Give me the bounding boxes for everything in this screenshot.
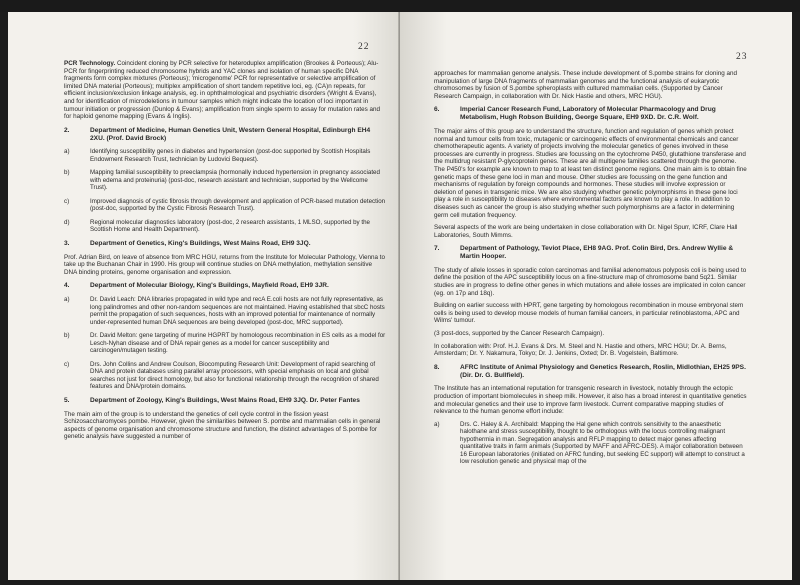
item-label: c)	[64, 360, 70, 368]
section-title: Department of Molecular Biology, King's Buildings, Mayfield Road, EH9 3JR.	[90, 282, 329, 290]
list-item	[64, 198, 386, 213]
section-paragraph: The Institute has an international reputation for transgenic research in livestock, notably through the ectopic production of important biomolecules in sheep milk. However, it also has a broad interest in quantitative genetics and molecular genetics and their use to improve farm livestock. Current comparative mapping studies of relevance to the human genome effort include:	[434, 385, 747, 416]
section-paragraph: Several aspects of the work are being undertaken in close collaboration with Dr. Nigel Spurr, ICRF, Clare Hall Laboratories, South Mimms.	[434, 224, 738, 239]
section-number: 8.	[434, 363, 440, 371]
left-page	[8, 12, 400, 580]
item-text: Mapping familial susceptibility to preeclampsia (hormonally induced hypertension in pregnancy associated with edema and proteinuria) (post-doc, research assistant and technician, supported by the Wellcome Trust).	[90, 169, 380, 192]
section-heading	[64, 240, 386, 248]
section-paragraph: The study of allele losses in sporadic colon carcinomas and familial adenomatous polyposis coli is being used to define the position of the APC susceptibility locus on a fine-structure map of chromosome band 5q21. Similar studies are in progress to define other genes in which mutations and allele losses are implicated in colon cancer (eg. on 17p and 18q).	[434, 266, 747, 297]
section-4	[64, 282, 386, 390]
section-number: 4.	[64, 282, 70, 290]
section-paragraph: (3 post-docs, supported by the Cancer Research Campaign).	[434, 330, 605, 338]
item-label: b)	[64, 169, 70, 177]
continuation-paragraph: approaches for mammalian genome analysis. These include development of S.pombe strains for cloning and manipulation of large DNA fragments of mammalian genomes and the functional analysis of eukaryotic chromosomes by fusion of S.pombe spheroplasts with cultured mammalian cells. (Supported by Cancer Research Campaign, in collaboration with Dr. Nick Hastie and others, MRC HGU).	[434, 70, 738, 100]
item-text: Regional molecular diagnostics laboratory (post-doc, 2 research assistants, 1 MLSO, supported by the Scottish Home and Health Department).	[90, 218, 370, 234]
list-item	[64, 169, 386, 192]
section-3	[64, 240, 386, 277]
section-paragraph: The major aims of this group are to understand the structure, function and regulation of genes which protect normal and tumour cells from toxic, mutagenic or carcinogenic effects of environmental chemicals and cancer chemotherapeutic agents. A variety of projects involving the molecular genetics of genes involved in these processes are currently in progress. Studies are focussing on the cytochrome P450, glutathione transferase and the multidrug resistant P-glycoprotein genes. These are all multigene families scattered through the genome. The P450's for example are known to map to at least ten distinct genome regions. One main aim is to obtain fine genetic maps of these gene loci in man and mouse. Other studies are focussing on the gene function and mechanisms of regulation by foreign compounds and hormones. These studies will involve expression or deletion of genes in transgenic mice. We are also studying whether genetic polymorphisms in these gene loci play a role in susceptibility to diseases where environmental factors are known to play a role. In addition to diseases such as cancer the group is also studying whether such polymorphisms are a factor in determining germ cell mutation frequency.	[434, 127, 747, 219]
section-heading	[64, 397, 386, 405]
list-item	[64, 361, 386, 391]
section-paragraph: Building on earlier success with HPRT, gene targeting by homologous recombination in mouse embryonal stem cells is being used to develop mouse models of human familial cancers, in particular retinoblastoma, APC and Wilms' tumour.	[434, 302, 744, 325]
section-2	[64, 127, 386, 234]
pcr-lead: PCR Technology.	[64, 60, 116, 67]
item-text: Identifying susceptibility genes in diabetes and hypertension (post-doc supported by Scottish Hospitals Endowment Research Trust, technician by Ludovici Bequest).	[90, 148, 371, 163]
item-text: Dr. David Melton: gene targeting of murine HGPRT by homologous recombination in ES cells as a model for Lesch-Nyhan disease and of DNA repair genes as a model for cancer susceptibility and carcinogen/mutagen testing.	[90, 332, 386, 355]
section-title: Imperial Cancer Research Fund, Laboratory of Molecular Pharmacology and Drug Metabolism, Hugh Robson Building, George Square, EH9 9XD. Dr. C.R. Wolf.	[460, 106, 716, 122]
pcr-text: Coincident cloning by PCR selective for heteroduplex amplification (Brookes & Porteous); Alu-PCR for fingerprinting reduced chromosome hybrids and YAC clones and isolation of human specific DNA fragments form complex mixtures (Porteous); 'microgenome' PCR for representative or selective amplification of limited DNA material (Porteous); multiplex amplification of short tandem repetitive loci, eg. (CA)n repeats, for efficient inclusion/exclusion linkage analysis, eg. in ophthalmological and psychiatric disorders (Wright & Evans), and for identification of microdeletions in tumour samples which might indicate the location of loci important in tumour initiation or progression (Dunlop & Evans); amplification from single sperm to assay for mutation rates and for haploid genome mapping (Evans & Inglis).	[64, 60, 381, 121]
item-label: b)	[64, 332, 70, 340]
section-number: 7.	[434, 245, 440, 253]
section-title: Department of Pathology, Teviot Place, EH8 9AG. Prof. Colin Bird, Drs. Andrew Wyllie & Martin Hooper.	[460, 245, 734, 261]
item-label: d)	[64, 218, 70, 226]
right-page	[400, 12, 792, 580]
section-number: 2.	[64, 126, 70, 134]
section-title: Department of Genetics, King's Buildings, West Mains Road, EH9 3JQ.	[90, 239, 311, 247]
section-paragraph: Prof. Adrian Bird, on leave of absence from MRC HGU, returns from the Institute for Molecular Pathology, Vienna to take up the Buchanan Chair in 1990. His group will continue studies on DNA methylation, methylation sensitive DNA binding proteins, genome organisation and expression.	[64, 253, 386, 276]
list-item	[64, 332, 386, 355]
pcr-technology-paragraph	[64, 60, 386, 121]
section-number: 6.	[434, 106, 440, 114]
section-title: AFRC Institute of Animal Physiology and Genetics Research, Roslin, Midlothian, EH25 9PS. (Dir. Dr. G. Bullfield).	[460, 363, 746, 379]
section-number: 5.	[64, 396, 70, 404]
list-item	[64, 219, 386, 234]
item-label: a)	[64, 148, 70, 156]
section-heading	[434, 364, 748, 380]
item-text: Dr. David Leach: DNA libraries propagated in wild type and recA E.coli hosts are not fully representative, as long palindromes and other non-random sequences are not maintained. Having established that sbcC hosts permit the propagation of such sequences, hosts with an improved potential for maintenance of normally under-represented human DNA sequences are being developed (post-doc, MRC supported).	[90, 296, 385, 326]
item-text: Drs. John Collins and Andrew Coulson, Biocomputing Research Unit: Development of rapid searching of DNA and protein databases using parallel array processors, with special emphasis on local and global searches not just for direct homology, but also for functional relationship through the recognition of shared features and DNA/protein domains.	[90, 360, 379, 391]
section-heading	[434, 106, 748, 122]
page-number-right: 23	[736, 52, 748, 62]
item-label: a)	[64, 296, 70, 304]
section-heading	[64, 127, 386, 143]
section-title: Department of Zoology, King's Buildings, West Mains Road, EH9 3JQ. Dr. Peter Fantes	[90, 396, 360, 404]
section-paragraph: The main aim of the group is to understand the genetics of cell cycle control in the fission yeast Schizosaccharomyces pombe. However, given the similarities between S. pombe and mammalian cells in general aspects of genome organisation and chromosome structure and function, the distinct advantages of S.pombe for genetic analysis have suggested a number of	[64, 410, 381, 441]
section-6	[434, 106, 748, 239]
section-heading	[434, 245, 748, 261]
list-item	[434, 421, 748, 466]
item-text: Improved diagnosis of cystic fibrosis through development and application of PCR-based mutation detection (post-doc, supported by the Cystic Fibrosis Research Trust).	[90, 197, 386, 213]
section-title: Department of Medicine, Human Genetics Unit, Western General Hospital, Edinburgh EH4 2XU. (Prof. David Brock)	[90, 126, 371, 142]
list-item	[64, 148, 386, 163]
section-7	[434, 245, 748, 358]
section-8	[434, 364, 748, 466]
section-5	[64, 397, 386, 441]
section-number: 3.	[64, 239, 70, 247]
section-heading	[64, 282, 386, 290]
scan-background	[0, 0, 800, 12]
item-text: Drs. C. Haley & A. Archibald: Mapping the Hal gene which controls sensitivity to the anaesthetic halothane and stress susceptibility, thought to be orthologous with the locus controlling malignant hypothermia in man. Segregation analysis and RFLP mapping to detect major genes affecting quantitative traits in farm animals (Supported by MAFF and AFRC-DES). A major collaboration between 16 European laboratories (initiated on AFRC funding, but seeking EC support) will attempt to construct a low resolution genetic and physical map of the	[460, 420, 745, 466]
item-label: a)	[434, 420, 440, 428]
item-label: c)	[64, 197, 70, 205]
section-paragraph: In collaboration with: Prof. H.J. Evans & Drs. M. Steel and N. Hastie and others, MRC HGU; Dr. A. Berns, Amsterdam; Dr. Y. Nakamura, Tokyo; Dr. J. Jenkins, Oxted; Dr. B. Vogelstein, Baltimore.	[434, 342, 727, 358]
list-item	[64, 296, 386, 326]
page-number-left: 22	[358, 42, 370, 52]
